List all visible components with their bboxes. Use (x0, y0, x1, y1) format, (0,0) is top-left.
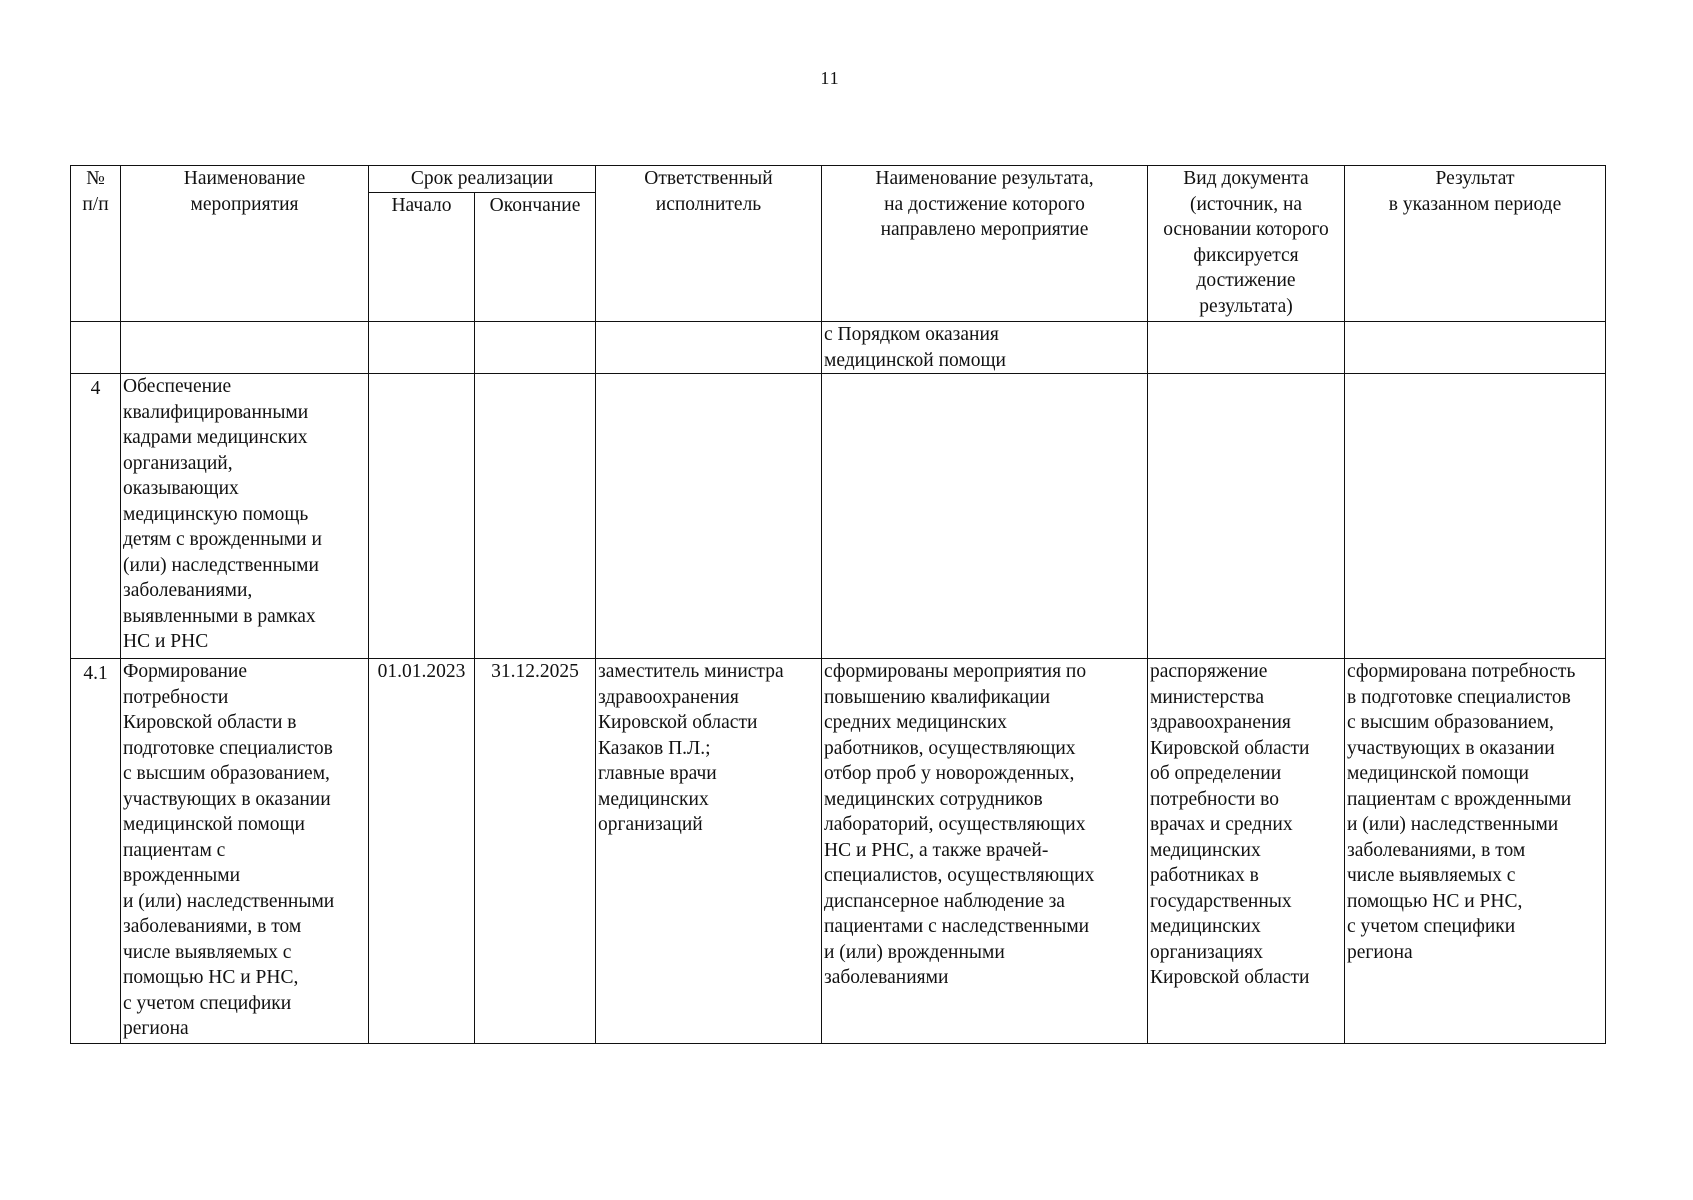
row-result (1345, 374, 1606, 659)
row-end (475, 374, 596, 659)
row-start (369, 374, 475, 659)
table-row (71, 659, 1606, 1044)
header-row-1 (71, 166, 1606, 193)
row-doc-type: распоряжение министерства здравоохранения Кировской области об определении потребности во врачах и средних медицинских работниках в государственных медицинских организациях Кировской области (1148, 659, 1345, 1044)
header-num: № п/п (71, 166, 121, 322)
row-result-name: сформированы мероприятия по повышению квалификации средних медицинских работников, осуществляющих отбор проб у новорожденных, медицинских сотрудников лабораторий, осуществляющих НС и РНС, а также врачей- специалистов, осуществляющих диспансерное наблюдение за пациентами с наследственными и (или) врожденными заболеваниями (822, 659, 1148, 1044)
row-end: 31.12.2025 (475, 659, 596, 1044)
header-start: Начало (369, 192, 475, 322)
header-end: Окончание (475, 192, 596, 322)
row-start (369, 322, 475, 374)
row-num: 4.1 (71, 659, 121, 1044)
table-row (71, 322, 1606, 374)
row-result-name: с Порядком оказания медицинской помощи (822, 322, 1148, 374)
page-number: 11 (820, 68, 840, 88)
activities-table (70, 165, 1606, 1044)
row-doc-type (1148, 374, 1345, 659)
header-result-name: Наименование результата, на достижение которого направлено мероприятие (822, 166, 1148, 322)
row-num (71, 322, 121, 374)
header-event-name: Наименование мероприятия (121, 166, 369, 322)
row-result: сформирована потребность в подготовке специалистов с высшим образованием, участвующих в оказании медицинской помощи пациентам с врожденными и (или) наследственными заболеваниями, в том числе выявляемых с помощью НС и РНС, с учетом специфики региона (1345, 659, 1606, 1044)
row-doc-type (1148, 322, 1345, 374)
row-result (1345, 322, 1606, 374)
row-num: 4 (71, 374, 121, 659)
header-result: Результат в указанном периоде (1345, 166, 1606, 322)
header-doc-type: Вид документа (источник, на основании которого фиксируется достижение результата) (1148, 166, 1345, 322)
row-executor (596, 322, 822, 374)
row-start: 01.01.2023 (369, 659, 475, 1044)
row-executor: заместитель министра здравоохранения Кировской области Казаков П.Л.; главные врачи медицинских организаций (596, 659, 822, 1044)
header-period: Срок реализации (369, 166, 596, 193)
row-event-name (121, 322, 369, 374)
table-row (71, 374, 1606, 659)
row-event-name: Формирование потребности Кировской области в подготовке специалистов с высшим образованием, участвующих в оказании медицинской помощи пациентам с врожденными и (или) наследственными заболеваниями, в том числе выявляемых с помощью НС и РНС, с учетом специфики региона (121, 659, 369, 1044)
header-executor: Ответственный исполнитель (596, 166, 822, 322)
row-event-name: Обеспечение квалифицированными кадрами медицинских организаций, оказывающих медицинскую помощь детям с врожденными и (или) наследственными заболеваниями, выявленными в рамках НС и РНС (121, 374, 369, 659)
row-end (475, 322, 596, 374)
row-result-name (822, 374, 1148, 659)
row-executor (596, 374, 822, 659)
